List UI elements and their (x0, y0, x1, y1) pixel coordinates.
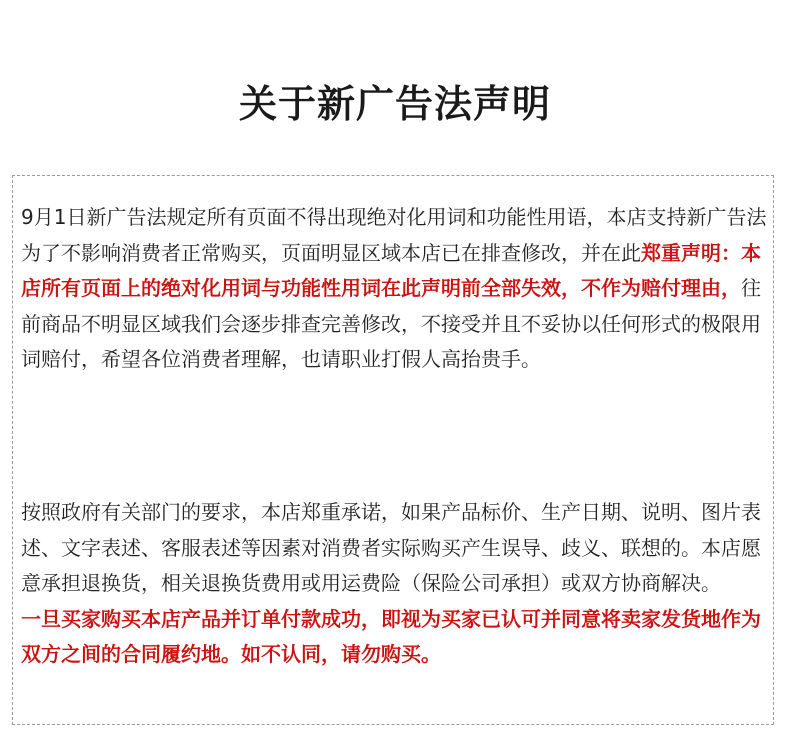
statement-highlight: 郑重声明：本店所有页面上的绝对化用词与功能性用词在此声明前全部失效，不作为赔付理由， (21, 240, 761, 300)
statement-outro: 往前商品不明显区域我们会逐步排查完善修改，不接受并且不妥协以任何形式的极限用词赔付，希望各位消费者理解，也请职业打假人高抬贵手。 (21, 276, 761, 371)
statement-paragraph-1 (21, 200, 771, 378)
statement-intro: 9月1日新广告法规定所有页面不得出现绝对化用词和功能性用语，本店支持新广告法为了不影响消费者正常购买，页面明显区域本店已在排查修改，并在此 (21, 205, 767, 265)
statement-box (12, 175, 774, 725)
statement-paragraph-2 (21, 495, 771, 673)
purchase-notice: 一旦买家购买本店产品并订单付款成功，即视为买家已认可并同意将卖家发货地作为双方之间的合同履约地。如不认同，请勿购买。 (21, 606, 761, 666)
commitment-body: 按照政府有关部门的要求，本店郑重承诺，如果产品标价、生产日期、说明、图片表述、文字表述、客服表述等因素对消费者实际购买产生误导、歧义、联想的。本店愿意承担退换货，相关退换货费用或用运费险（保险公司承担）或双方协商解决。 (21, 500, 761, 595)
page-title: 关于新广告法声明 (238, 82, 551, 126)
